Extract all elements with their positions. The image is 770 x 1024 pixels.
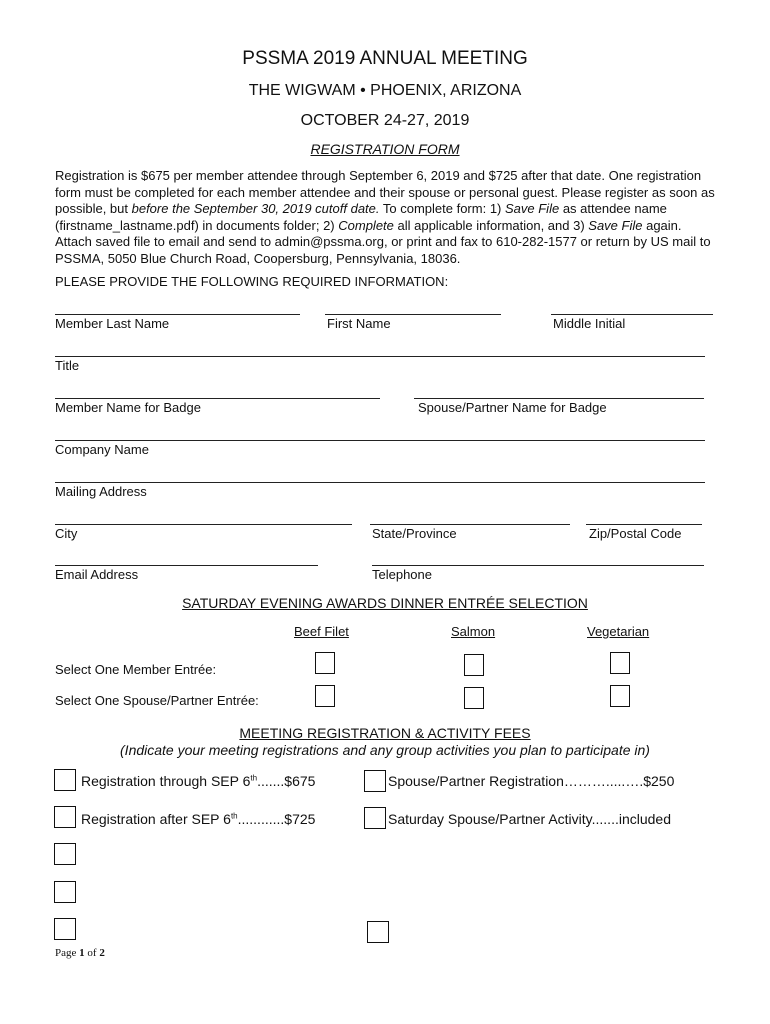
member-entree-label: Select One Member Entrée: (55, 662, 217, 677)
first-name-field[interactable] (325, 314, 501, 315)
activity-checkbox-4[interactable] (367, 921, 389, 943)
fees-section-heading: MEETING REGISTRATION & ACTIVITY FEES (239, 725, 531, 741)
city-label: City (55, 526, 78, 541)
middle-initial-field[interactable] (551, 314, 713, 315)
city-field[interactable] (55, 524, 352, 525)
spouse-activity-label: Saturday Spouse/Partner Activity.......included (388, 811, 672, 827)
spouse-beef-checkbox[interactable] (315, 685, 335, 707)
dates-line: OCTOBER 24-27, 2019 (300, 112, 470, 129)
registration-late-label: Registration after SEP 6th............$725 (81, 811, 316, 827)
activity-checkbox-2[interactable] (54, 881, 76, 903)
badge-name-label: Member Name for Badge (55, 400, 201, 415)
form-title: PSSMA 2019 ANNUAL MEETING (242, 48, 528, 69)
spouse-activity-checkbox[interactable] (364, 807, 386, 829)
member-vegetarian-checkbox[interactable] (610, 652, 630, 674)
last-name-field[interactable] (55, 314, 300, 315)
zip-label: Zip/Postal Code (589, 526, 682, 541)
middle-initial-label: Middle Initial (553, 316, 626, 331)
mailing-address-field[interactable] (55, 482, 705, 483)
title-label: Title (55, 358, 80, 373)
salmon-column: Salmon (451, 624, 496, 639)
badge-name-field[interactable] (55, 398, 380, 399)
registration-early-checkbox[interactable] (54, 769, 76, 791)
last-name-label: Member Last Name (55, 316, 170, 331)
member-salmon-checkbox[interactable] (464, 654, 484, 676)
dinner-section-heading: SATURDAY EVENING AWARDS DINNER ENTRÉE SELECTION (182, 595, 588, 611)
email-field[interactable] (55, 565, 318, 566)
first-name-label: First Name (327, 316, 391, 331)
spouse-vegetarian-checkbox[interactable] (610, 685, 630, 707)
venue-line: THE WIGWAM • PHOENIX, ARIZONA (248, 82, 522, 99)
activity-checkbox-1[interactable] (54, 843, 76, 865)
spouse-registration-label: Spouse/Partner Registration……….....….$250 (388, 773, 675, 789)
registration-early-label: Registration through SEP 6th.......$675 (81, 773, 316, 789)
company-field[interactable] (55, 440, 705, 441)
title-field[interactable] (55, 356, 705, 357)
spouse-badge-field[interactable] (414, 398, 704, 399)
member-beef-checkbox[interactable] (315, 652, 335, 674)
fees-subheading: (Indicate your meeting registrations and any group activities you plan to participate in) (120, 742, 650, 758)
telephone-label: Telephone (372, 567, 432, 582)
activity-checkbox-3[interactable] (54, 918, 76, 940)
required-info-heading: PLEASE PROVIDE THE FOLLOWING REQUIRED INFORMATION: (55, 274, 449, 289)
zip-field[interactable] (586, 524, 702, 525)
spouse-salmon-checkbox[interactable] (464, 687, 484, 709)
spouse-registration-checkbox[interactable] (364, 770, 386, 792)
registration-form-heading: REGISTRATION FORM (310, 141, 460, 157)
intro-paragraph: Registration is $675 per member attendee through September 6, 2019 and $725 after that date. One registration form must be completed for each member attendee and their spouse or personal guest. Please register as soon as possible, but before the September 30, 2019 cutoff date. To complete form: 1) Save File as attendee name (firstname_lastname.pdf) in documents folder; 2) Complete all applicable information, and 3) Save File again. Attach saved file to email and send to admin@pssma.org, or print and fax to 610-282-1577 or return by US mail to PSSMA, 5050 Blue Church Road, Coopersburg, Pennsylvania, 18036. (55, 168, 715, 266)
state-label: State/Province (372, 526, 457, 541)
mailing-address-label: Mailing Address (55, 484, 147, 499)
spouse-entree-label: Select One Spouse/Partner Entrée: (55, 693, 259, 708)
beef-filet-column: Beef Filet (294, 624, 349, 639)
company-label: Company Name (55, 442, 149, 457)
registration-late-checkbox[interactable] (54, 806, 76, 828)
spouse-badge-label: Spouse/Partner Name for Badge (418, 400, 607, 415)
page-number: Page 1 of 2 (55, 947, 105, 959)
telephone-field[interactable] (372, 565, 704, 566)
state-field[interactable] (370, 524, 570, 525)
email-label: Email Address (55, 567, 139, 582)
vegetarian-column: Vegetarian (587, 624, 650, 639)
